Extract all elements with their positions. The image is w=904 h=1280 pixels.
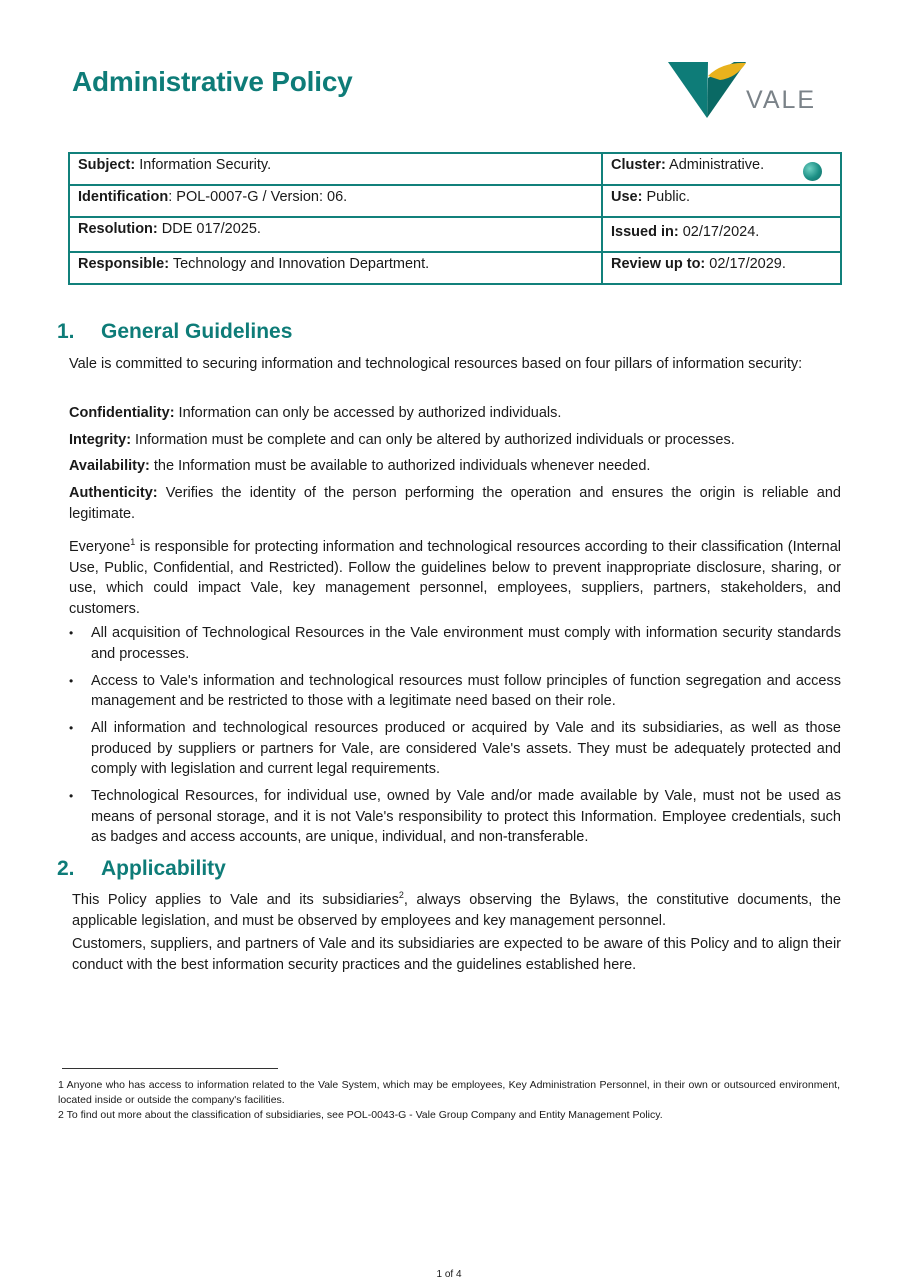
table-row (69, 153, 841, 185)
everyone-word: Everyone (69, 539, 131, 555)
review-value: 02/17/2029. (705, 256, 786, 272)
intro-paragraph: Vale is committed to securing information and technological resources based on four pillars of information security: (69, 356, 803, 372)
identification-cell (69, 185, 602, 217)
pillar-text: Information must be complete and can only be altered by authorized individuals or processes. (131, 432, 735, 448)
globe-icon (803, 162, 822, 181)
section-number: 1. (57, 320, 75, 343)
footnote-divider (62, 1068, 278, 1069)
use-cell (602, 185, 841, 217)
footnote-2: 2 To find out more about the classification of subsidiaries, see POL-0043-G - Vale Group Company and Entity Management Policy. (58, 1109, 663, 1121)
table-row (69, 252, 841, 284)
pillar-label: Authenticity: (69, 485, 158, 501)
applicability-text-start: This Policy applies to Vale and its subsidiaries (72, 892, 399, 908)
list-item: • Technological Resources, for individual use, owned by Vale and/or made available by Vale, must not be used as means of personal storage, and it is not Vale's responsibility to protect this Information. Employee credentials, such as badges and access accounts, are unique, individual, and non-transferable. (69, 786, 841, 848)
page-title: Administrative Policy (72, 66, 353, 97)
pillar-availability (69, 456, 841, 477)
pillar-text: the Information must be available to authorized individuals whenever needed. (149, 458, 651, 474)
cluster-value: Administrative. (665, 157, 765, 173)
review-label: Review up to: (611, 256, 706, 272)
pillar-label: Availability: (69, 458, 150, 474)
list-item: • All information and technological resources produced or acquired by Vale and its subsidiaries, as well as those produced by suppliers or partners for Vale, are considered Vale's assets. They must be adequately protected and comply with legislation and current legal requirements. (69, 718, 841, 780)
page-number: 1 of 4 (436, 1269, 462, 1280)
list-item: • Access to Vale's information and technological resources must follow principles of function segregation and access management and be restricted to those with a legitimate need based on their role. (69, 671, 841, 712)
section-title: General Guidelines (101, 320, 293, 343)
policy-meta-table (68, 152, 842, 285)
list-item: • All acquisition of Technological Resources in the Vale environment must comply with information security standards and processes. (69, 623, 841, 664)
resolution-cell (69, 217, 602, 252)
responsibility-paragraph (69, 537, 841, 619)
responsibility-text: is responsible for protecting information and technological resources according to their classification (Internal Use, Public, Confidential, and Restricted). Follow the guidelines below to prevent inappropriate disclosure, sharing, or use, which could impact Vale, key management personnel, employees, suppliers, partners, stakeholders, and customers. (69, 539, 841, 617)
subject-cell (69, 153, 602, 185)
section-heading-general-guidelines (57, 320, 292, 344)
use-label: Use: (611, 189, 643, 205)
footnote-ref-1[interactable]: 1 (130, 537, 136, 548)
resolution-label: Resolution: (78, 221, 158, 237)
applicability-paragraph-2: Customers, suppliers, and partners of Vale and its subsidiaries are expected to be aware of this Policy and to align their conduct with the best information security practices and the guidelines established here. (72, 936, 841, 973)
section-heading-applicability (57, 857, 226, 881)
responsible-cell (69, 252, 602, 284)
review-cell (602, 252, 841, 284)
subject-label: Subject: (78, 157, 136, 173)
logo-text: VALE (746, 86, 817, 114)
responsible-value: Technology and Innovation Department. (169, 256, 430, 272)
cluster-cell (602, 153, 841, 185)
guidelines-list (69, 623, 841, 854)
issued-label: Issued in: (611, 224, 679, 240)
footnote-ref-2[interactable]: 2 (398, 890, 404, 901)
pillar-authenticity (69, 483, 841, 524)
table-row (69, 185, 841, 217)
section-number: 2. (57, 857, 75, 880)
resolution-value: DDE 017/2025. (157, 221, 261, 237)
pillar-label: Integrity: (69, 432, 132, 448)
identification-label: Identification (78, 189, 169, 205)
pillar-integrity (69, 430, 841, 451)
footnote-1: 1 Anyone who has access to information related to the Vale System, which may be employees, Key Administration Personnel, in their own or outsourced environment, located inside or outside the company's facilities. (58, 1079, 840, 1106)
pillar-text: Verifies the identity of the person performing the operation and ensures the origin is reliable and legitimate. (69, 485, 841, 522)
subject-value: Information Security. (135, 157, 272, 173)
issued-cell (602, 217, 841, 252)
pillar-text: Information can only be accessed by authorized individuals. (174, 405, 562, 421)
responsible-label: Responsible: (78, 256, 170, 272)
pillar-label: Confidentiality: (69, 405, 175, 421)
section-title: Applicability (101, 857, 226, 880)
table-row (69, 217, 841, 252)
applicability-paragraph-1 (72, 890, 841, 931)
issued-value: 02/17/2024. (678, 224, 760, 240)
use-value: Public. (642, 189, 690, 205)
pillar-confidentiality (69, 403, 841, 424)
applicability-text-end: , always observing the Bylaws, the constitutive documents, the applicable legislation, and must be observed by employees and key management personnel. (72, 892, 841, 929)
cluster-label: Cluster: (611, 157, 666, 173)
identification-value: : POL-0007-G / Version: 06. (168, 189, 348, 205)
